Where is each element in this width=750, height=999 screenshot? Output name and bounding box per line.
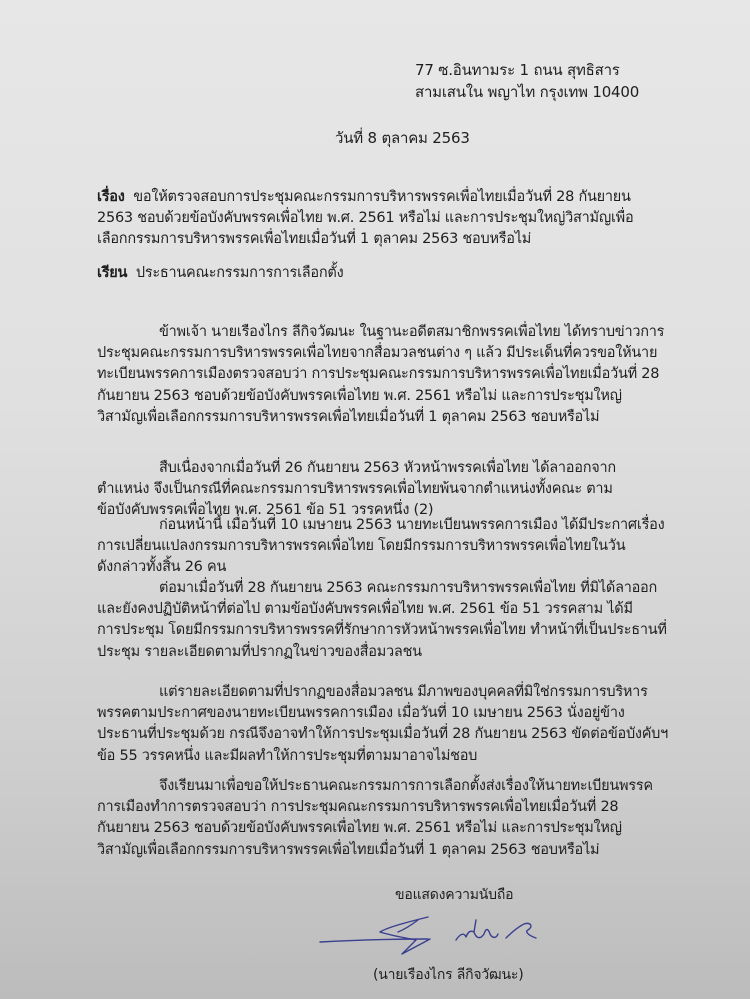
sender-address-line-1: 77 ซ.อินทามระ 1 ถนน สุทธิสาร	[415, 61, 620, 79]
paragraph-line: ทะเบียนพรรคการเมืองตรวจสอบว่า การประชุมคณะกรรมการบริหารพรรคเพื่อไทยเมื่อวันที่ 28	[97, 366, 660, 383]
body-paragraph-2	[97, 458, 712, 522]
paragraph-line: ประธานที่ประชุมด้วย กรณีจึงอาจทำให้การประชุมเมื่อวันที่ 28 กันยายน 2563 ขัดต่อข้อบังคับฯ	[97, 726, 669, 743]
subject-line: เลือกกรรมการบริหารพรรคเพื่อไทยเมื่อวันที่ 1 ตุลาคม 2563 ชอบหรือไม่	[97, 231, 532, 248]
paragraph-line: กันยายน 2563 ชอบด้วยข้อบังคับพรรคเพื่อไทย พ.ศ. 2561 หรือไม่ และการประชุมใหญ่	[97, 820, 622, 837]
letter-date: วันที่ 8 ตุลาคม 2563	[335, 129, 470, 147]
paragraph-line: และยังคงปฏิบัติหน้าที่ต่อไป ตามข้อบังคับพรรคเพื่อไทย พ.ศ. 2561 ข้อ 51 วรรคสาม ได้มี	[97, 601, 633, 618]
paragraph-line: ข้าพเจ้า นายเรืองไกร ลีกิจวัฒนะ ในฐานะอดีตสมาชิกพรรคเพื่อไทย ได้ทราบข่าวการ	[159, 324, 665, 340]
paragraph-line: ประชุม รายละเอียดตามที่ปรากฏในข่าวของสื่อมวลชน	[97, 643, 422, 660]
body-paragraph-5	[97, 682, 712, 767]
paragraph-line: การเมืองทำการตรวจสอบว่า การประชุมคณะกรรมการบริหารพรรคเพื่อไทยเมื่อวันที่ 28	[97, 799, 619, 816]
paragraph-line: สืบเนื่องจากเมื่อวันที่ 26 กันยายน 2563 หัวหน้าพรรคเพื่อไทย ได้ลาออกจาก	[159, 460, 616, 476]
body-paragraph-3	[97, 515, 712, 579]
closing-phrase: ขอแสดงความนับถือ	[395, 887, 514, 903]
paragraph-line: การประชุม โดยมีกรรมการบริหารพรรคที่รักษาการหัวหน้าพรรคเพื่อไทย ทำหน้าที่เป็นประธานที่	[97, 622, 667, 639]
paragraph-line: จึงเรียนมาเพื่อขอให้ประธานคณะกรรมการการเลือกตั้งส่งเรื่องให้นายทะเบียนพรรค	[159, 778, 653, 794]
recipient-text: ประธานคณะกรรมการการเลือกตั้ง	[135, 265, 344, 281]
subject-block	[97, 187, 712, 251]
handwritten-signature-icon	[318, 912, 558, 962]
paragraph-line: วิสามัญเพื่อเลือกกรรมการบริหารพรรคเพื่อไทยเมื่อวันที่ 1 ตุลาคม 2563 ชอบหรือไม่	[97, 408, 600, 425]
recipient-label: เรียน	[97, 265, 128, 281]
signatory-name: (นายเรืองไกร ลีกิจวัฒนะ)	[373, 967, 524, 983]
paragraph-line: ดังกล่าวทั้งสิ้น 26 คน	[97, 559, 227, 576]
paragraph-line: วิสามัญเพื่อเลือกกรรมการบริหารพรรคเพื่อไทยเมื่อวันที่ 1 ตุลาคม 2563 ชอบหรือไม่	[97, 841, 600, 858]
body-paragraph-4	[97, 578, 712, 663]
paragraph-line: พรรคตามประกาศของนายทะเบียนพรรคการเมือง เมื่อวันที่ 10 เมษายน 2563 นั่งอยู่ข้าง	[97, 705, 625, 722]
paragraph-line: ต่อมาเมื่อวันที่ 28 กันยายน 2563 คณะกรรมการบริหารพรรคเพื่อไทย ที่มิได้ลาออก	[159, 580, 658, 596]
body-paragraph-6	[97, 776, 712, 861]
paragraph-line: ประชุมคณะกรรมการบริหารพรรคเพื่อไทยจากสื่อมวลชนต่าง ๆ แล้ว มีประเด็นที่ควรขอให้นาย	[97, 345, 658, 362]
paragraph-line: ข้อ 55 วรรคหนึ่ง และมีผลทำให้การประชุมที่ตามมาอาจไม่ชอบ	[97, 747, 478, 764]
subject-line: ขอให้ตรวจสอบการประชุมคณะกรรมการบริหารพรรคเพื่อไทยเมื่อวันที่ 28 กันยายน	[133, 189, 631, 205]
body-paragraph-1	[97, 322, 712, 428]
subject-line: 2563 ชอบด้วยข้อบังคับพรรคเพื่อไทย พ.ศ. 2561 หรือไม่ และการประชุมใหญ่วิสามัญเพื่อ	[97, 210, 634, 227]
subject-label: เรื่อง	[97, 189, 125, 205]
paragraph-line: ก่อนหน้านี้ เมื่อวันที่ 10 เมษายน 2563 นายทะเบียนพรรคการเมือง ได้มีประกาศเรื่อง	[159, 517, 665, 533]
paragraph-line: ตำแหน่ง จึงเป็นกรณีที่คณะกรรมการบริหารพรรคเพื่อไทยพ้นจากตำแหน่งทั้งคณะ ตาม	[97, 481, 613, 498]
paragraph-line: ข้อบังคับพรรคเพื่อไทย พ.ศ. 2561 ข้อ 51 วรรคหนึ่ง (2)	[97, 502, 434, 519]
sender-address-line-2: สามเสนใน พญาไท กรุงเทพ 10400	[415, 83, 640, 101]
recipient-block	[97, 263, 712, 284]
paragraph-line: แต่รายละเอียดตามที่ปรากฏของสื่อมวลชน มีภาพของบุคคลที่มิใช่กรรมการบริหาร	[159, 684, 648, 700]
paragraph-line: กันยายน 2563 ชอบด้วยข้อบังคับพรรคเพื่อไทย พ.ศ. 2561 หรือไม่ และการประชุมใหญ่	[97, 387, 622, 404]
paragraph-line: การเปลี่ยนแปลงกรรมการบริหารพรรคเพื่อไทย โดยมีกรรมการบริหารพรรคเพื่อไทยในวัน	[97, 538, 626, 555]
